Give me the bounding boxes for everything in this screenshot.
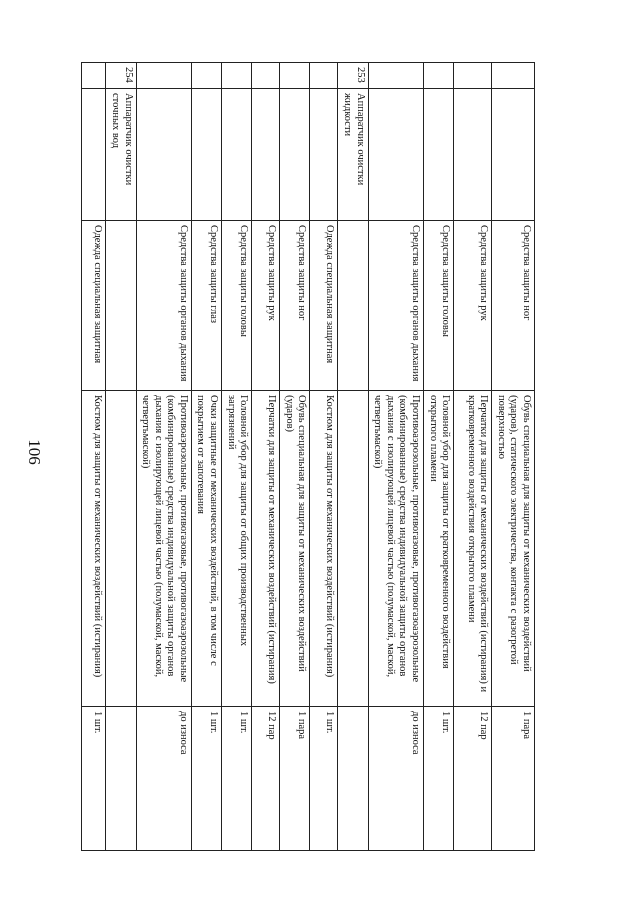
row-number (82, 63, 106, 89)
ppe-item-cell: Головной убор для защиты от общих производственных загрязнений (222, 391, 252, 707)
ppe-type-cell (106, 221, 136, 391)
table-row (492, 63, 535, 851)
table-row (252, 63, 280, 851)
profession-cell (191, 89, 221, 221)
ppe-type-cell: Средства защиты органов дыхания (136, 221, 191, 391)
ppe-item-cell: Обувь специальная для защиты от механических воздействий (ударов), статического электричества, контакта с разогретой поверхностью (492, 391, 535, 707)
profession-cell (280, 89, 310, 221)
profession-cell (310, 89, 338, 221)
quantity-cell (338, 707, 368, 851)
quantity-cell: 1 пара (492, 707, 535, 851)
ppe-type-cell: Средства защиты ног (492, 221, 535, 391)
profession-cell (454, 89, 492, 221)
profession-cell: Аппаратчик очистки жидкости (338, 89, 368, 221)
ppe-item-cell: Костюм для защиты от механических воздействий (истирания) (82, 391, 106, 707)
ppe-item-cell: Противоаэрозольные, противогазовые, противогазоаэрозольные (комбинированные) средства индивидуальной защиты органов дыхания с изолирующей лицевой частью (полумаской, маской, четвертьмаской) (368, 391, 423, 707)
row-number (222, 63, 252, 89)
row-number (368, 63, 423, 89)
table-row (368, 63, 423, 851)
ppe-item-cell: Противоаэрозольные, противогазовые, противогазоаэрозольные (комбинированные) средства индивидуальной защиты органов дыхания с изолирующей лицевой частью (полумаской, маской, четвертьмаской) (136, 391, 191, 707)
profession-cell (424, 89, 454, 221)
table-row (82, 63, 106, 851)
profession-cell (252, 89, 280, 221)
quantity-cell: 1 шт. (191, 707, 221, 851)
table-row (106, 63, 136, 851)
ppe-norms-table (81, 62, 535, 851)
quantity-cell: 1 шт. (222, 707, 252, 851)
profession-cell: Аппаратчик очистки сточных вод (106, 89, 136, 221)
row-number (310, 63, 338, 89)
quantity-cell: 1 шт. (82, 707, 106, 851)
table-row (424, 63, 454, 851)
row-number: 253 (338, 63, 368, 89)
profession-cell (82, 89, 106, 221)
row-number (492, 63, 535, 89)
quantity-cell: до износа (136, 707, 191, 851)
ppe-item-cell (106, 391, 136, 707)
profession-cell (492, 89, 535, 221)
ppe-type-cell: Средства защиты ног (280, 221, 310, 391)
profession-cell (136, 89, 191, 221)
ppe-item-cell: Очки защитные от механических воздействий, в том числе с покрытием от запотевания (191, 391, 221, 707)
table-row (338, 63, 368, 851)
ppe-type-cell: Средства защиты головы (424, 221, 454, 391)
ppe-item-cell (338, 391, 368, 707)
row-number (454, 63, 492, 89)
ppe-type-cell: Одежда специальная защитная (310, 221, 338, 391)
row-number (424, 63, 454, 89)
row-number (280, 63, 310, 89)
profession-cell (368, 89, 423, 221)
quantity-cell: 1 шт. (424, 707, 454, 851)
table-row (280, 63, 310, 851)
ppe-item-cell: Перчатки для защиты от механических воздействий (истирания) (252, 391, 280, 707)
table-row (136, 63, 191, 851)
ppe-type-cell: Средства защиты головы (222, 221, 252, 391)
row-number (252, 63, 280, 89)
ppe-table-container (94, 62, 535, 850)
quantity-cell: 1 шт. (310, 707, 338, 851)
table-row (191, 63, 221, 851)
ppe-type-cell: Средства защиты рук (252, 221, 280, 391)
ppe-item-cell: Перчатки для защиты от механических воздействий (истирания) и кратковременного воздействия открытого пламени (454, 391, 492, 707)
ppe-item-cell: Костюм для защиты от механических воздействий (истирания) (310, 391, 338, 707)
ppe-item-cell: Обувь специальная для защиты от механических воздействий (ударов) (280, 391, 310, 707)
ppe-type-cell: Средства защиты глаз (191, 221, 221, 391)
row-number: 254 (106, 63, 136, 89)
quantity-cell: 1 пара (280, 707, 310, 851)
ppe-type-cell (338, 221, 368, 391)
row-number (191, 63, 221, 89)
quantity-cell (106, 707, 136, 851)
ppe-type-cell: Одежда специальная защитная (82, 221, 106, 391)
ppe-type-cell: Средства защиты рук (454, 221, 492, 391)
quantity-cell: 12 пар (252, 707, 280, 851)
table-row (222, 63, 252, 851)
quantity-cell: до износа (368, 707, 423, 851)
page-number: 106 (25, 439, 44, 465)
quantity-cell: 12 пар (454, 707, 492, 851)
profession-cell (222, 89, 252, 221)
ppe-item-cell: Головной убор для защиты от кратковременного воздействия открытого пламени (424, 391, 454, 707)
table-row (454, 63, 492, 851)
ppe-type-cell: Средства защиты органов дыхания (368, 221, 423, 391)
row-number (136, 63, 191, 89)
table-row (310, 63, 338, 851)
